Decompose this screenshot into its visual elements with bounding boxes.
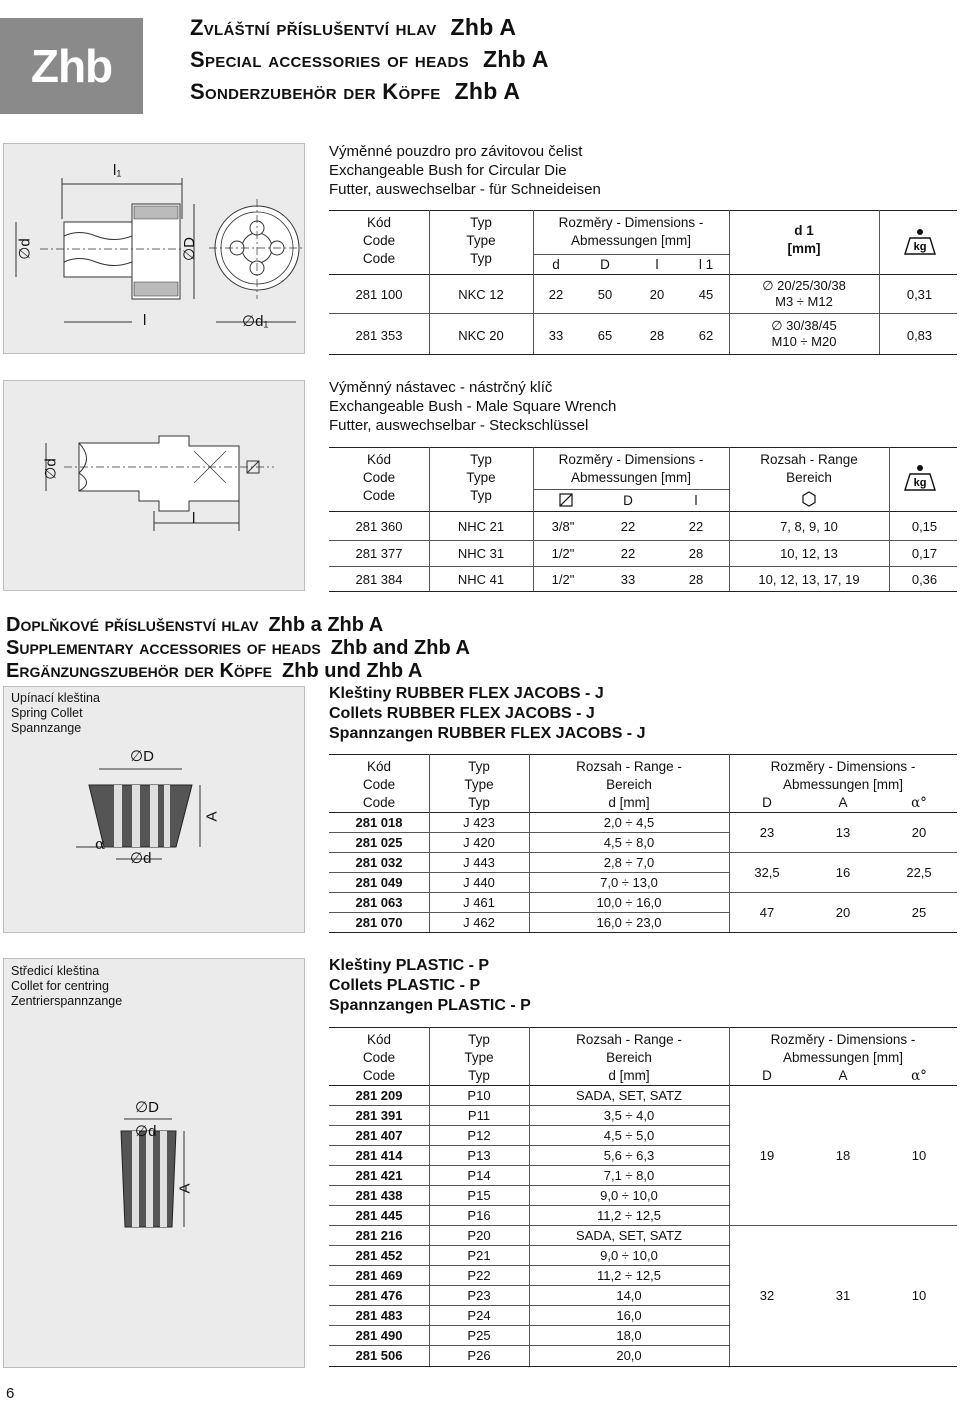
cell-type: P21 xyxy=(467,1248,491,1263)
section2-caption: Výměnný nástavec - nástrčný klíč Exchangeable Bush - Male Square Wrench Futter, auswechselbar - Steckschlüssel xyxy=(329,379,617,434)
col-range: Rozsah - Range Bereich xyxy=(760,452,858,485)
centring-collet-drawing xyxy=(4,959,304,1367)
col-l1: l 1 xyxy=(698,257,714,272)
hexagon-icon xyxy=(800,490,818,513)
col-kod: Kód Code Code xyxy=(362,452,396,503)
page-title-cz: Zvláštní příslušentví hlav Zhb A xyxy=(190,14,517,40)
section3-caption: Kleštiny RUBBER FLEX JACOBS - J Collets RUBBER FLEX JACOBS - J Spannzangen RUBBER FLEX JACOBS - J xyxy=(329,685,646,742)
col-typ: Typ Type Typ xyxy=(464,759,494,810)
col-alpha: α° xyxy=(911,795,927,811)
cell-type: P11 xyxy=(467,1108,491,1123)
label-A: A xyxy=(176,1183,194,1194)
cell-code: 281 438 xyxy=(355,1188,403,1203)
section1-caption: Výměnné pouzdro pro závitovou čelist Exchangeable Bush for Circular Die Futter, auswechselbar - für Schneideisen xyxy=(329,143,601,198)
cell-range: SADA, SET, SATZ xyxy=(576,1228,682,1243)
cell-code: 281 483 xyxy=(355,1308,403,1323)
cell-range: 3,5 ÷ 4,0 xyxy=(603,1108,655,1123)
section4-caption: Kleštiny PLASTIC - P Collets PLASTIC - P Spannzangen PLASTIC - P xyxy=(329,957,531,1014)
col-d: d xyxy=(552,257,560,272)
cell-code: 281 216 xyxy=(355,1228,403,1243)
cell-range: 11,2 ÷ 12,5 xyxy=(597,1268,661,1283)
col-D: D xyxy=(623,493,633,508)
label-alpha: α xyxy=(95,835,106,853)
label-diameter-D: ∅D xyxy=(130,748,154,765)
cell-type: P16 xyxy=(467,1208,491,1223)
label-l: l xyxy=(192,510,196,527)
col-A: A xyxy=(838,1068,848,1083)
cell-type: P14 xyxy=(467,1168,491,1183)
cell-code: 281 445 xyxy=(355,1208,403,1223)
label-A: A xyxy=(203,811,221,822)
cell-range: 9,0 ÷ 10,0 xyxy=(600,1188,658,1203)
drawing-centring-collet xyxy=(3,958,305,1368)
col-typ: Typ Type Typ xyxy=(466,215,496,266)
col-A: A xyxy=(838,795,848,810)
cell-code: 281 490 xyxy=(355,1328,403,1343)
svg-text:kg: kg xyxy=(913,241,927,253)
col-D: D xyxy=(762,795,772,810)
label-diameter-d1: ∅d₁ xyxy=(242,313,269,330)
col-dims: Rozměry - Dimensions - Abmessungen [mm] xyxy=(558,215,704,248)
square-size-icon xyxy=(558,492,574,513)
col-dims: Rozměry - Dimensions - Abmessungen [mm] xyxy=(770,759,916,792)
cell-type: P10 xyxy=(467,1088,491,1103)
supplementary-title-cz: Doplňkové příslušenství hlav Zhb a Zhb A xyxy=(6,614,384,636)
col-D: D xyxy=(762,1068,772,1083)
cell-range: 9,0 ÷ 10,0 xyxy=(600,1248,658,1263)
cell-range: 18,0 xyxy=(616,1328,642,1343)
cell-code: 281 469 xyxy=(355,1268,403,1283)
cell-type: P25 xyxy=(467,1328,491,1343)
cell-type: P20 xyxy=(467,1228,491,1243)
wrench-drawing xyxy=(4,381,304,590)
label-diameter-d: ∅d xyxy=(135,1123,157,1140)
col-typ: Typ Type Typ xyxy=(466,452,496,503)
cell-code: 281 407 xyxy=(355,1128,403,1143)
col-dims: Rozměry - Dimensions - Abmessungen [mm] xyxy=(558,452,704,485)
cell-type: P12 xyxy=(467,1128,491,1143)
supplementary-title-de: Ergänzungszubehör der Köpfe Zhb und Zhb A xyxy=(6,660,423,682)
col-l: l xyxy=(694,493,698,508)
drawing-square-wrench-bush xyxy=(3,380,305,591)
page-title-en: Special accessories of heads Zhb A xyxy=(190,46,549,72)
col-l: l xyxy=(655,257,659,272)
col-dims: Rozměry - Dimensions - Abmessungen [mm] xyxy=(770,1032,916,1065)
page-title-de: Sonderzubehör der Köpfe Zhb A xyxy=(190,78,521,104)
cell-type: P23 xyxy=(467,1288,491,1303)
col-kod: Kód Code Code xyxy=(362,759,396,810)
cell-code: 281 506 xyxy=(355,1348,403,1363)
spring-collet-label: Upínací kleština Spring Collet Spannzange xyxy=(11,691,100,735)
cell-code: 281 452 xyxy=(355,1248,403,1263)
label-diameter-D: ∅D xyxy=(135,1099,159,1116)
supplementary-title-en: Supplementary accessories of heads Zhb and Zhb A xyxy=(6,637,470,659)
label-diameter-D: ∅D xyxy=(180,237,198,261)
cell-code: 281 476 xyxy=(355,1288,403,1303)
cell-type: P24 xyxy=(467,1308,491,1323)
cell-type: P13 xyxy=(467,1148,491,1163)
cell-code: 281 209 xyxy=(355,1088,403,1103)
kg-icon xyxy=(902,228,938,261)
cell-type: P26 xyxy=(467,1348,491,1363)
cell-type: P15 xyxy=(467,1188,491,1203)
cell-range: 7,1 ÷ 8,0 xyxy=(603,1168,655,1183)
page-number: 6 xyxy=(6,1385,15,1402)
col-kod: Kód Code Code xyxy=(362,215,396,266)
cell-range: 4,5 ÷ 5,0 xyxy=(603,1128,655,1143)
label-diameter-d: ∅d xyxy=(130,850,152,867)
cell-range: 16,0 xyxy=(616,1308,642,1323)
col-d1: d 1 [mm] xyxy=(787,223,821,256)
label-diameter-d: ∅d xyxy=(16,238,34,260)
cell-code: 281 421 xyxy=(355,1168,403,1183)
svg-text:kg: kg xyxy=(913,477,927,489)
label-l: l xyxy=(143,312,147,329)
centring-collet-label: Středicí kleština Collet for centring Zentrierspannzange xyxy=(11,964,123,1008)
label-l1: l₁ xyxy=(113,162,122,179)
cell-range: 5,6 ÷ 6,3 xyxy=(603,1148,655,1163)
col-D: D xyxy=(600,257,610,272)
col-typ: Typ Type Typ xyxy=(464,1032,494,1083)
cell-range: SADA, SET, SATZ xyxy=(576,1088,682,1103)
col-range: Rozsah - Range - Bereich d [mm] xyxy=(576,1032,682,1083)
cell-range: 20,0 xyxy=(616,1348,642,1363)
col-alpha: α° xyxy=(911,1068,927,1084)
col-range: Rozsah - Range - Bereich d [mm] xyxy=(576,759,682,810)
cell-type: P22 xyxy=(467,1268,491,1283)
section-badge: Zhb xyxy=(0,18,143,114)
kg-icon xyxy=(902,464,938,497)
cell-code: 281 391 xyxy=(355,1108,403,1123)
col-kod: Kód Code Code xyxy=(362,1032,396,1083)
label-diameter-d: ∅d xyxy=(42,458,60,480)
cell-range: 14,0 xyxy=(616,1288,642,1303)
cell-range: 11,2 ÷ 12,5 xyxy=(597,1208,661,1223)
cell-code: 281 414 xyxy=(355,1148,403,1163)
